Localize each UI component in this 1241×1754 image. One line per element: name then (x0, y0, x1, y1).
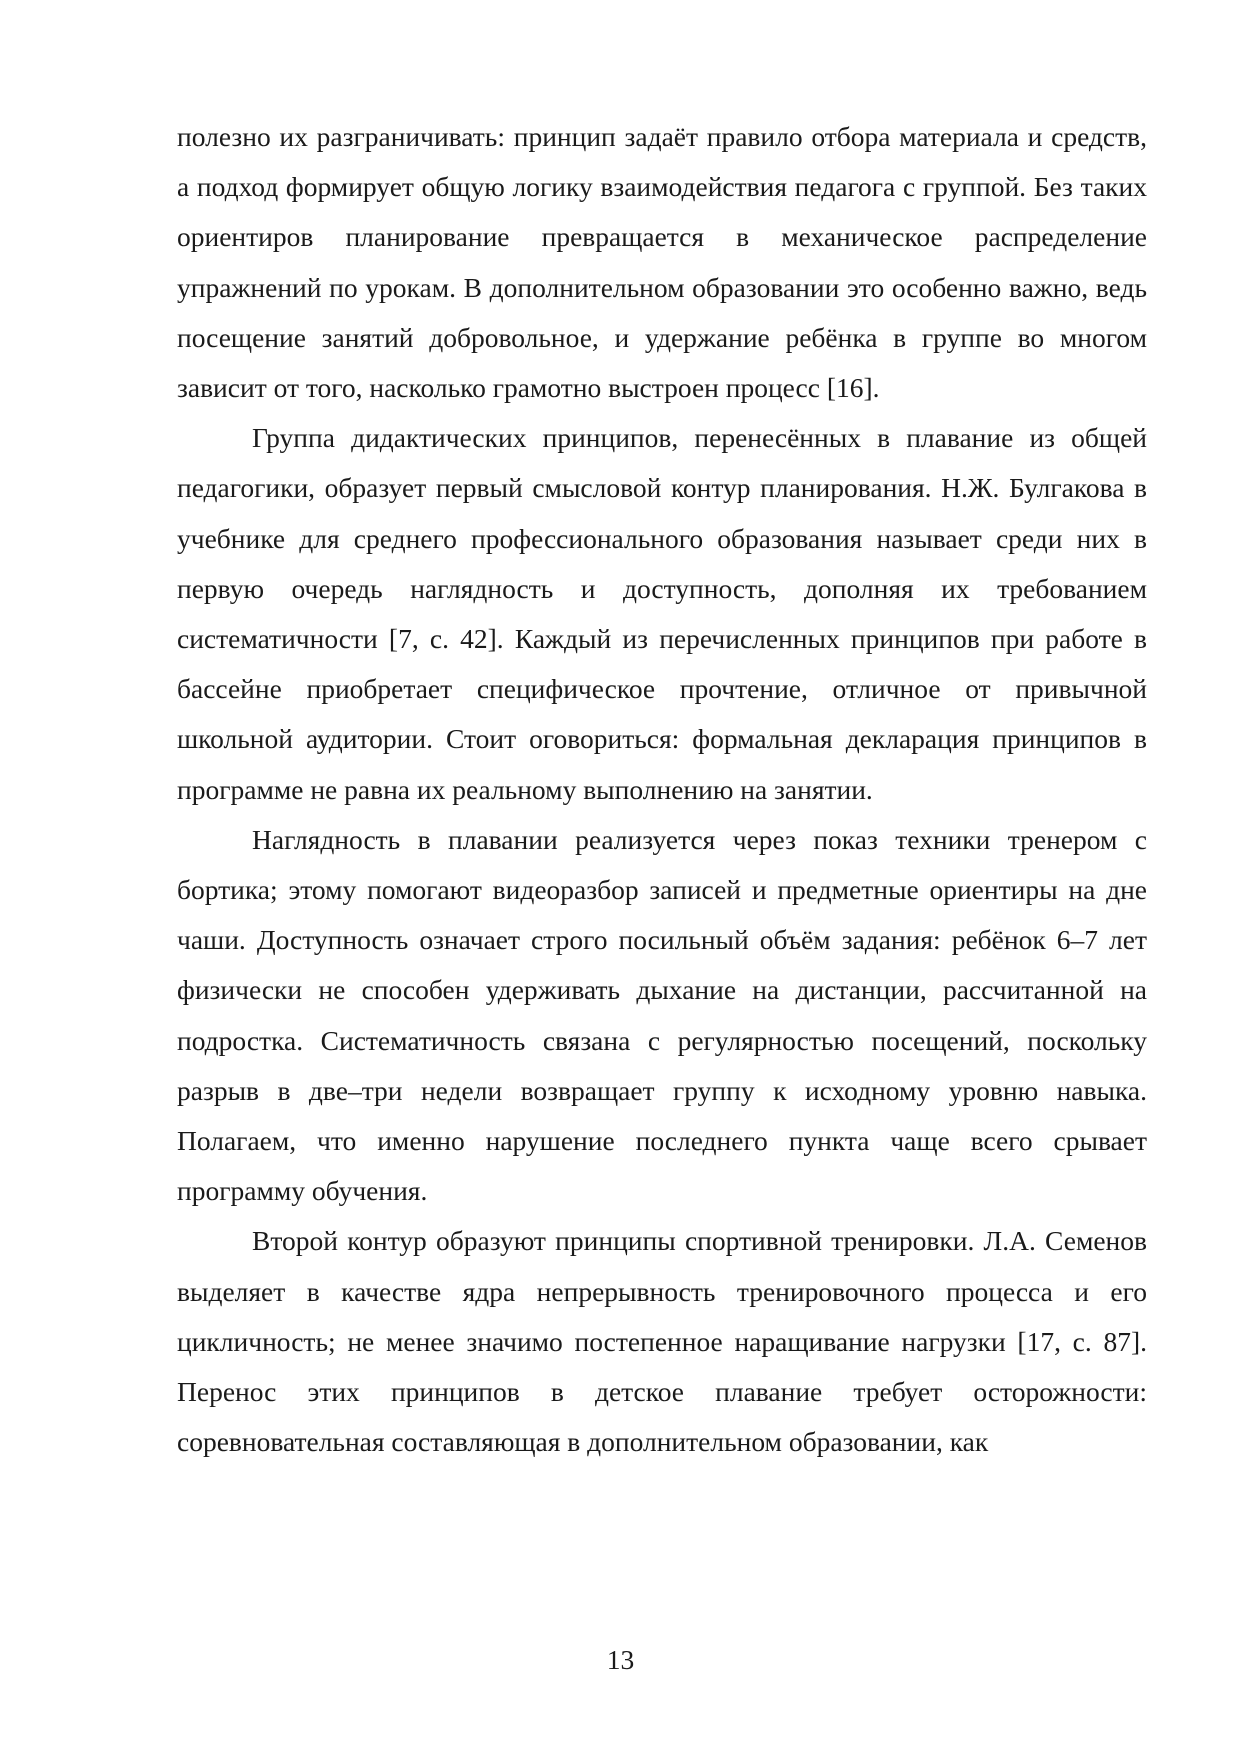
page-number: 13 (606, 1644, 635, 1675)
paragraph-continuation: полезно их разграничивать: принцип задаёт правило отбора материала и средств, а подход формирует общую логику взаимодействия педагога с группой. Без таких ориентиров планирование превращается в механическое распределение упражнений по урокам. В дополнительном образовании это особенно важно, ведь посещение занятий добровольное, и удержание ребёнка в группе во многом зависит от того, насколько грамотно выстроен процесс [16]. (177, 121, 1147, 404)
body-text (177, 112, 1147, 1467)
paragraph-sports-training: Второй контур образуют принципы спортивной тренировки. Л.А. Семенов выделяет в качестве ядра непрерывность тренировочного процесса и его цикличность; не менее значимо постепенное наращивание нагрузки [17, с. 87]. Перенос этих принципов в детское плавание требует осторожности: соревновательная составляющая в дополнительном образовании, как (177, 1225, 1147, 1458)
paragraph-didactic-principles: Группа дидактических принципов, перенесённых в плавание из общей педагогики, образует первый смысловой контур планирования. Н.Ж. Булгакова в учебнике для среднего профессионального образования называет среди них в первую очередь наглядность и доступность, дополняя их требованием систематичности [7, с. 42]. Каждый из перечисленных принципов при работе в бассейне приобретает специфическое прочтение, отличное от привычной школьной аудитории. Стоит оговориться: формальная декларация принципов в программе не равна их реальному выполнению на занятии. (177, 422, 1147, 805)
paragraph-visual-accessibility: Наглядность в плавании реализуется через показ техники тренером с бортика; этому помогают видеоразбор записей и предметные ориентиры на дне чаши. Доступность означает строго посильный объём задания: ребёнок 6–7 лет физически не способен удерживать дыхание на дистанции, рассчитанной на подростка. Систематичность связана с регулярностью посещений, поскольку разрыв в две–три недели возвращает группу к исходному уровню навыка. Полагаем, что именно нарушение последнего пункта чаще всего срывает программу обучения. (177, 823, 1147, 1207)
